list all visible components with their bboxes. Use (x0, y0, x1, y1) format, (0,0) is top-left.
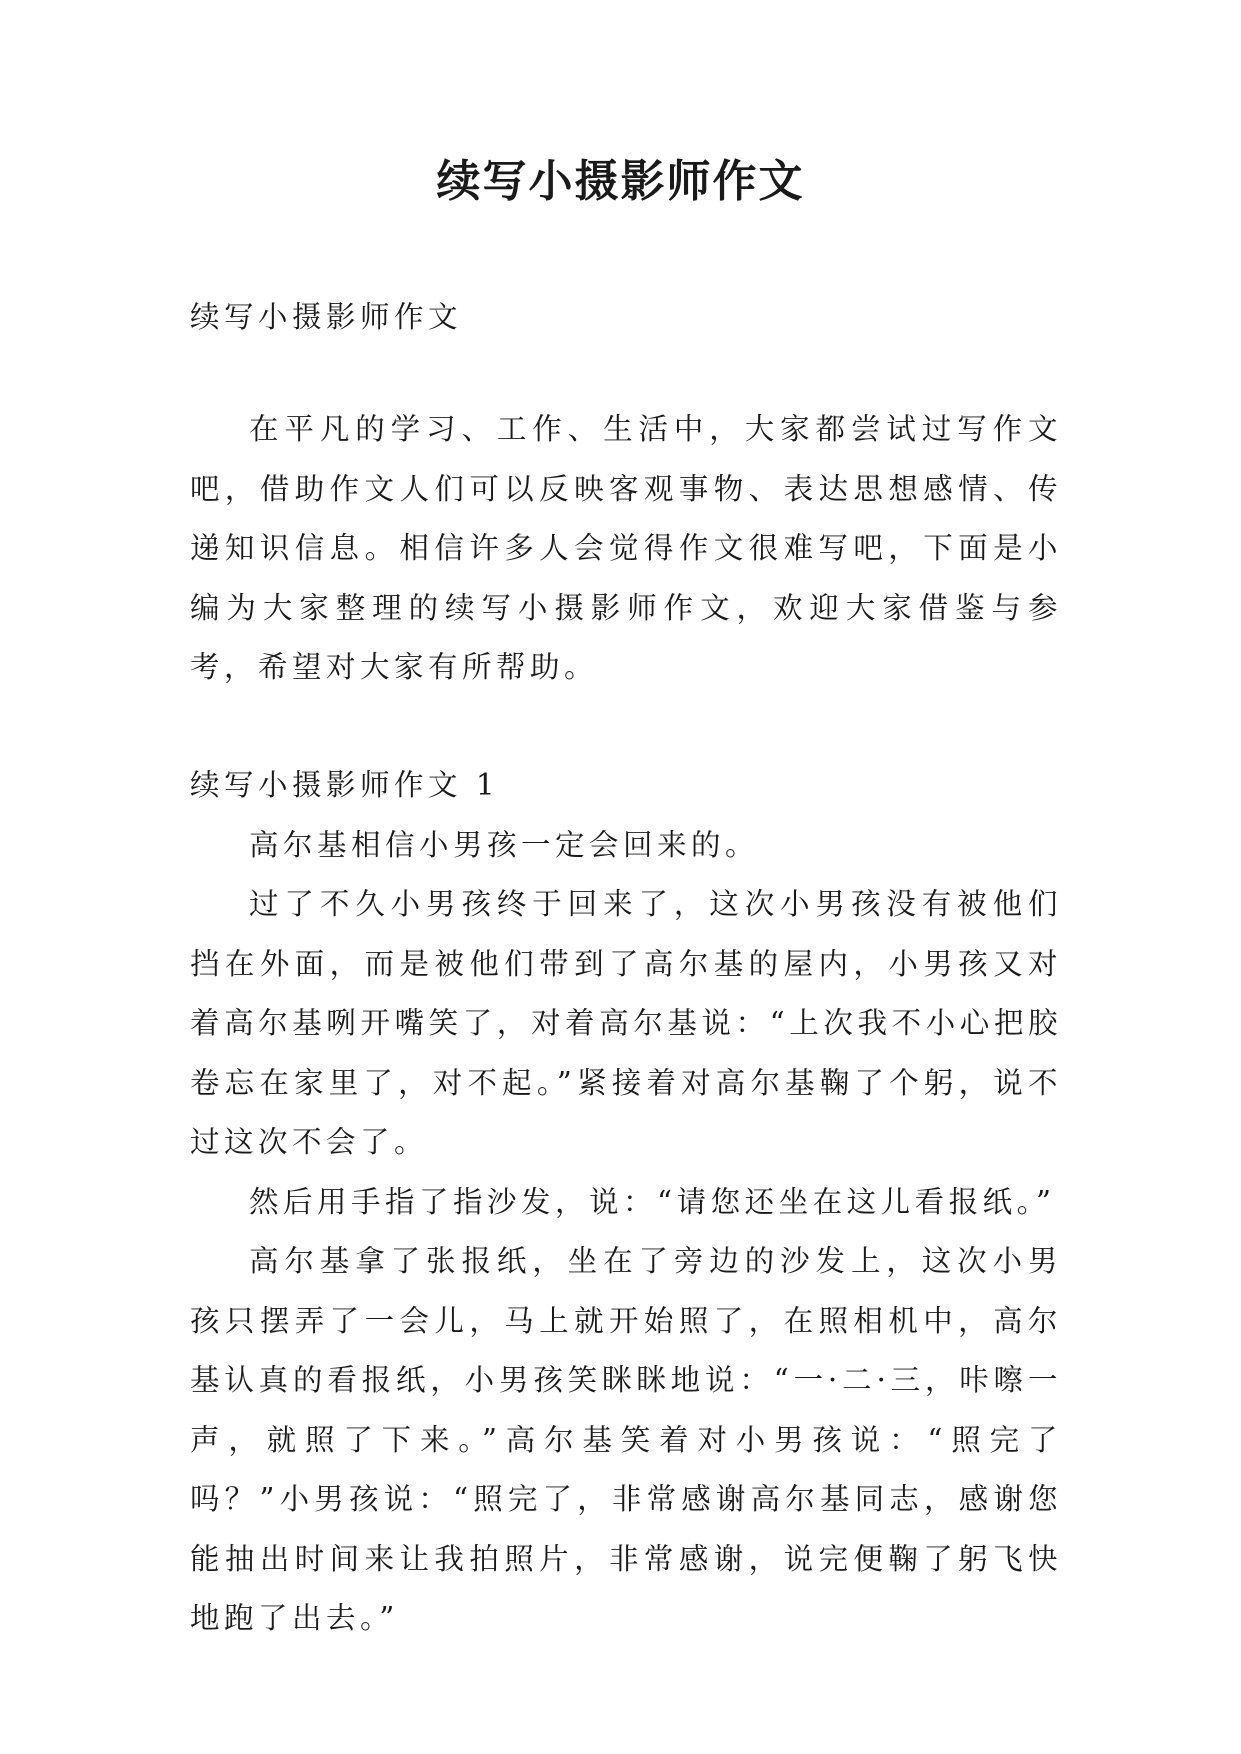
body-paragraph: 过了不久小男孩终于回来了，这次小男孩没有被他们挡在外面，而是被他们带到了高尔基的屋内，小男孩又对着高尔基咧开嘴笑了，对着高尔基说：“上次我不小心把胶卷忘在家里了，对不起。”紧接着对高尔基鞠了个躬，说不过这次不会了。 (190, 887, 1062, 1159)
body-paragraph: 然后用手指了指沙发，说：“请您还坐在这儿看报纸。” (249, 1185, 1056, 1219)
intro-paragraph: 在平凡的学习、工作、生活中，大家都尝试过写作文吧，借助作文人们可以反映客观事物、表达思想感情、传递知识信息。相信许多人会觉得作文很难写吧，下面是小编为大家整理的续写小摄影师作文，欢迎大家借鉴与参考，希望对大家有所帮助。 (190, 412, 1062, 684)
document-subtitle: 续写小摄影师作文 (190, 300, 463, 334)
body-paragraph: 高尔基拿了张报纸，坐在了旁边的沙发上，这次小男孩只摆弄了一会儿，马上就开始照了，在照相机中，高尔基认真的看报纸，小男孩笑眯眯地说：“一·二·三，咔嚓一声，就照了下来。”高尔基笑着对小男孩说：“照完了吗？”小男孩说：“照完了，非常感谢高尔基同志，感谢您能抽出时间来让我拍照片，非常感谢，说完便鞠了躬飞快地跑了出去。” (190, 1244, 1062, 1635)
section-heading: 续写小摄影师作文 1 (190, 768, 500, 802)
document-title: 续写小摄影师作文 (436, 156, 805, 207)
body-paragraph: 高尔基相信小男孩一定会回来的。 (249, 828, 760, 862)
